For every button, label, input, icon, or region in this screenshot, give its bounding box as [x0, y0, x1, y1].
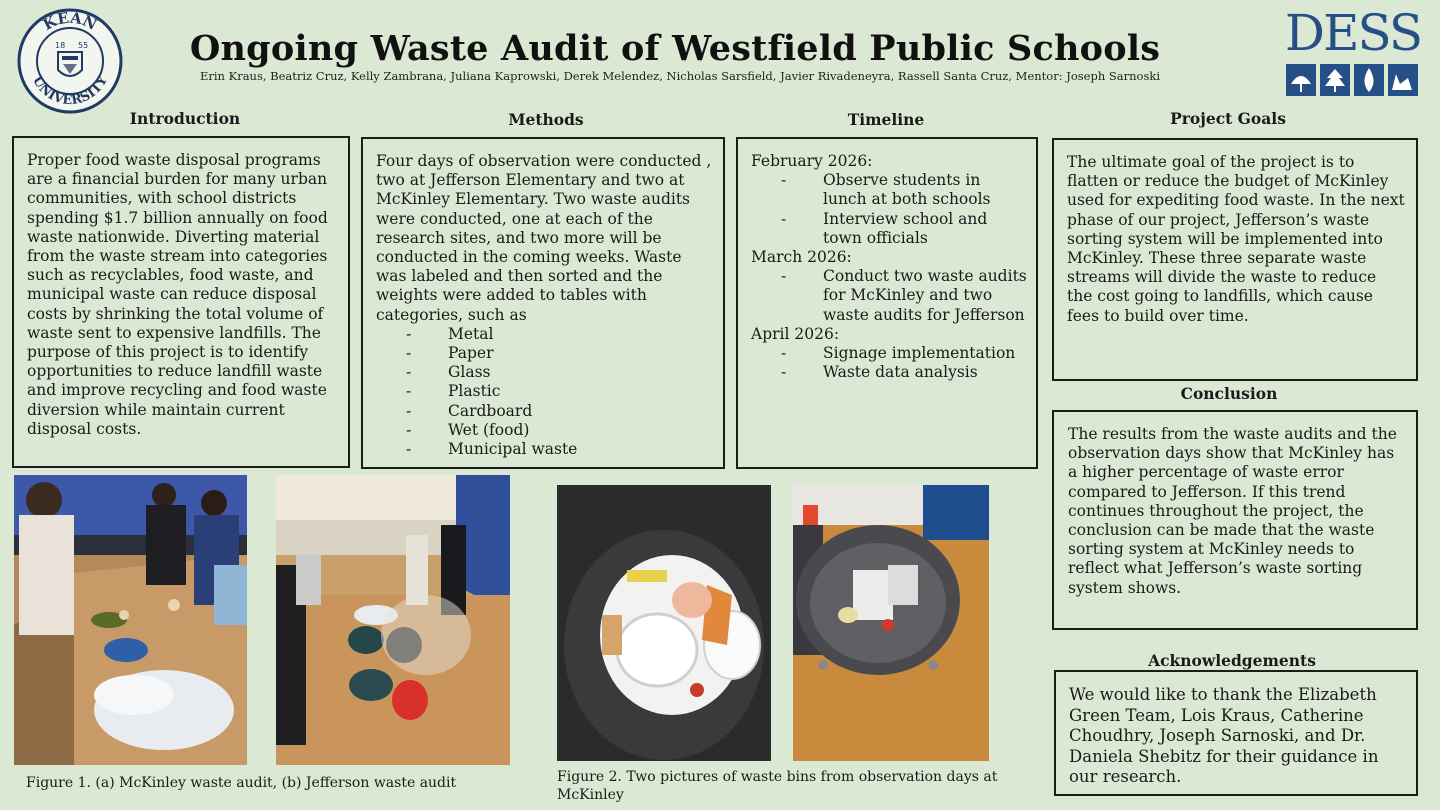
waste-category-list	[376, 325, 713, 459]
introduction-text: Proper food waste disposal programs are a financial burden for many urban communities, with school districts spending $1.7 billion annually on food waste nationwide. Diverting material from the waste stream into categories such as recyclables, food waste, and municipal waste can reduce disposal costs by shrinking the total volume of waste sent to expensive landfills. The purpose of this project is to identify opportunities to reduce landfill waste and improve recycling and food waste diversion while maintain current disposal costs.	[27, 151, 328, 438]
acknowledgements-heading: Acknowledgements	[1148, 651, 1316, 670]
waste-category-item	[376, 382, 713, 401]
figure-1a-photo	[14, 475, 247, 765]
timeline-task-label: Signage implementation	[823, 344, 1016, 363]
waste-category-label: Glass	[448, 363, 491, 382]
timeline-box	[736, 137, 1038, 469]
conclusion-heading: Conclusion	[1180, 384, 1278, 403]
list-bullet: -	[406, 324, 412, 343]
kean-logo-year-right: 55	[78, 41, 89, 50]
acknowledgements-box	[1054, 670, 1418, 796]
timeline-month-label: April 2026:	[751, 324, 840, 343]
timeline-content	[751, 152, 1028, 382]
waste-category-item	[376, 440, 713, 459]
list-bullet: -	[406, 401, 412, 420]
conclusion-box	[1052, 410, 1418, 630]
figure-2a-photo	[557, 485, 771, 761]
timeline-task-item	[751, 210, 1028, 248]
waste-category-item	[376, 421, 713, 440]
timeline-heading: Timeline	[847, 110, 925, 129]
waste-category-item	[376, 325, 713, 344]
timeline-month-label: March 2026:	[751, 248, 852, 267]
timeline-task-list	[751, 344, 1028, 382]
list-bullet: -	[781, 344, 787, 363]
timeline-task-item	[751, 171, 1028, 209]
dess-logo	[1280, 4, 1426, 100]
list-bullet: -	[781, 363, 787, 382]
acknowledgements-text: We would like to thank the Elizabeth Green Team, Lois Kraus, Catherine Choudhry, Joseph Sarnoski, and Dr. Daniela Shebitz for their guidance in our research.	[1069, 685, 1379, 786]
figure-1-caption: Figure 1. (a) McKinley waste audit, (b) Jefferson waste audit	[26, 775, 457, 791]
dess-icons	[1286, 64, 1424, 98]
list-bullet: -	[406, 363, 412, 382]
waste-category-item	[376, 402, 713, 421]
list-bullet: -	[406, 382, 412, 401]
kean-logo-year-left: 18	[55, 41, 66, 50]
timeline-task-item	[751, 363, 1028, 382]
timeline-task-label: Conduct two waste audits for McKinley and two waste audits for Jefferson	[823, 267, 1027, 324]
list-bullet: -	[781, 171, 787, 190]
goals-heading: Project Goals	[1170, 109, 1286, 128]
goals-text: The ultimate goal of the project is to flatten or reduce the budget of McKinley used for expediting food waste. In the next phase of our project, Jefferson’s waste sorting system will be implemented into McKinley. These three separate waste streams will divide the waste to reduce the cost going to landfills, which cause fees to build over time.	[1067, 153, 1405, 325]
timeline-task-list	[751, 267, 1028, 325]
methods-heading: Methods	[508, 110, 584, 129]
waste-category-label: Paper	[448, 344, 494, 363]
methods-text: Four days of observation were conducted , two at Jefferson Elementary and two at McKinley Elementary. Two waste audits were conducted, one at each of the research sites, and two more will be conducted in the coming weeks. Waste was labeled and then sorted and the weights were added to tables with categories, such as	[376, 152, 712, 324]
waste-category-item	[376, 363, 713, 382]
timeline-task-item	[751, 344, 1028, 363]
kean-university-logo	[16, 8, 124, 114]
waste-category-label: Metal	[448, 324, 494, 343]
timeline-task-label: Interview school and town officials	[823, 209, 988, 247]
timeline-month-label: February 2026:	[751, 152, 873, 170]
waste-category-label: Municipal waste	[448, 440, 578, 459]
timeline-task-list	[751, 171, 1028, 248]
timeline-task-label: Waste data analysis	[823, 363, 978, 382]
introduction-heading: Introduction	[129, 109, 241, 128]
introduction-box	[12, 136, 350, 468]
waste-category-label: Wet (food)	[448, 420, 530, 439]
figure-1b-photo	[276, 475, 510, 765]
waste-category-item	[376, 344, 713, 363]
poster-title: Ongoing Waste Audit of Westfield Public Schools	[189, 28, 1161, 69]
list-bullet: -	[406, 440, 412, 459]
dess-logo-text: DESS	[1284, 4, 1422, 62]
list-bullet: -	[781, 209, 787, 228]
waste-category-label: Plastic	[448, 382, 501, 401]
author-list: Erin Kraus, Beatriz Cruz, Kelly Zambrana, Juliana Kaprowski, Derek Melendez, Nicholas Sarsfield, Javier Rivadeneyra, Rassell Santa Cruz, Mentor: Joseph Sarnoski	[199, 69, 1161, 83]
methods-box	[361, 137, 725, 469]
list-bullet: -	[781, 267, 787, 286]
timeline-task-label: Observe students in lunch at both schools	[823, 171, 991, 209]
kean-logo-top-text: KEAN	[40, 8, 100, 34]
waste-category-label: Cardboard	[448, 401, 533, 420]
list-bullet: -	[406, 344, 412, 363]
goals-box	[1052, 138, 1418, 381]
figure-2-caption: Figure 2. Two pictures of waste bins from observation days at McKinley	[557, 769, 998, 803]
figure-2b-photo	[793, 485, 989, 761]
list-bullet: -	[406, 420, 412, 439]
timeline-task-item	[751, 267, 1028, 325]
conclusion-text: The results from the waste audits and the observation days show that McKinley has a higher percentage of waste error compared to Jefferson. If this trend continues throughout the project, the conclusion can be made that the waste sorting system at McKinley needs to reflect what Jefferson’s waste sorting system shows.	[1068, 425, 1397, 597]
kean-logo-bottom-text: UNIVERSITY	[29, 73, 111, 109]
